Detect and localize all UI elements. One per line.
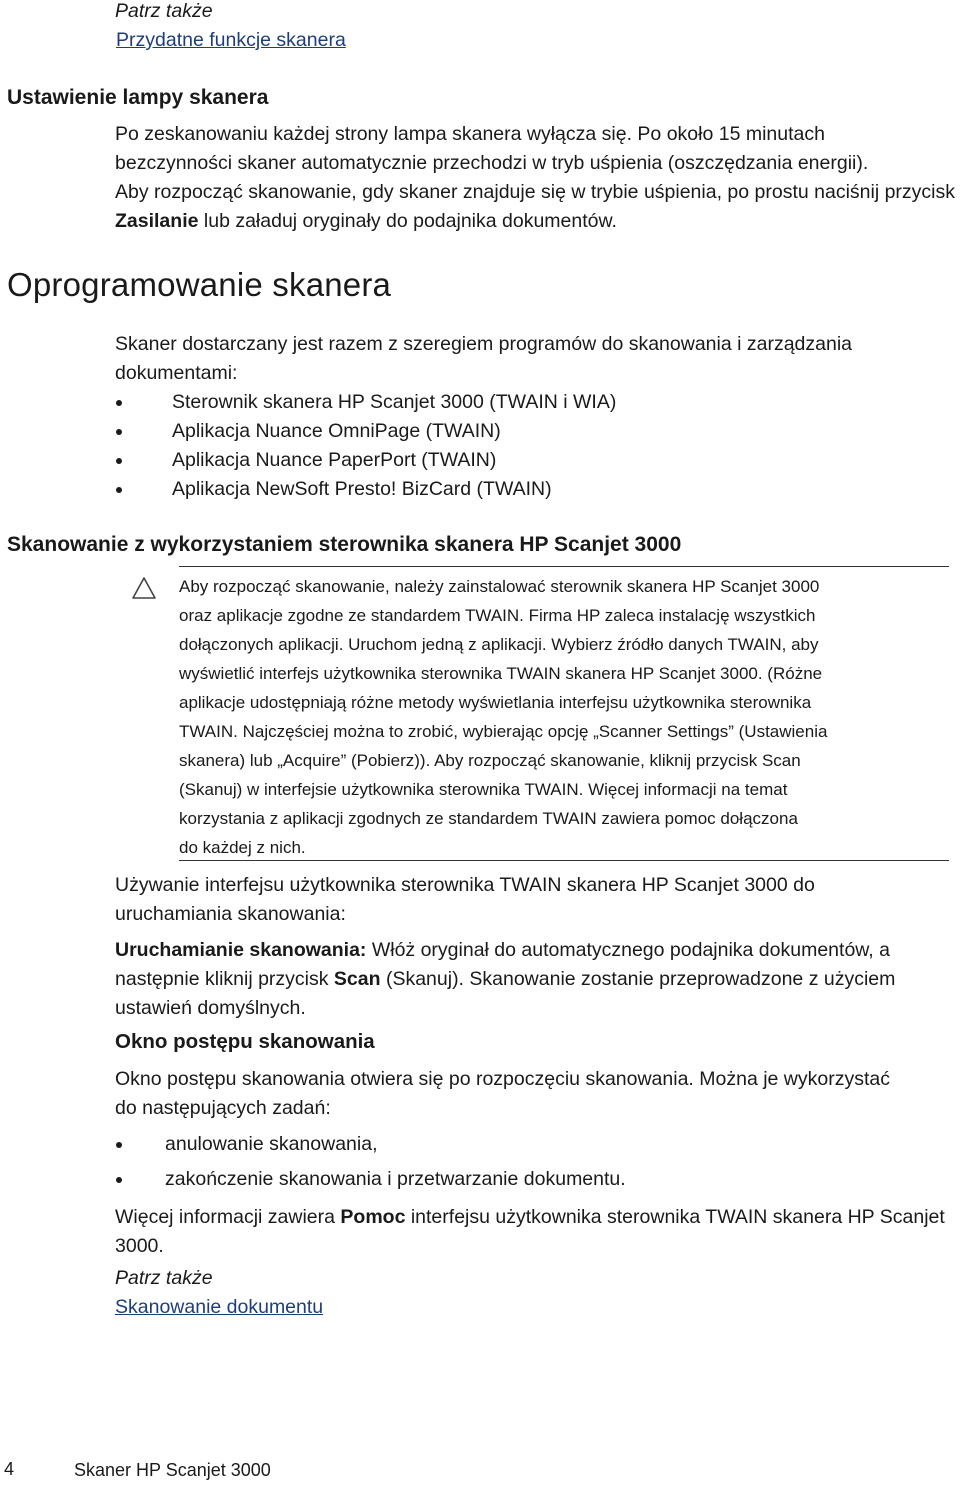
heading-software: Oprogramowanie skanera bbox=[7, 266, 392, 303]
note-line: oraz aplikacje zgodne ze standardem TWAIN. Firma HP zaleca instalację wszystkich bbox=[179, 606, 816, 625]
bullet-icon bbox=[116, 1177, 122, 1183]
bullet-icon bbox=[116, 429, 122, 435]
list-item bbox=[115, 1165, 915, 1194]
note-line: do każdej z nich. bbox=[179, 838, 306, 857]
link-scan-document[interactable]: Skanowanie dokumentu bbox=[115, 1296, 324, 1318]
start-scanning-paragraph bbox=[115, 936, 960, 1023]
bullet-icon bbox=[116, 400, 122, 406]
bullet-icon bbox=[116, 458, 122, 464]
note-line: (Skanuj) w interfejsie użytkownika sterownika TWAIN. Więcej informacji na temat bbox=[179, 780, 788, 799]
progress-intro: Okno postępu skanowania otwiera się po rozpoczęciu skanowania. Można je wykorzystać do następujących zadań: bbox=[115, 1068, 890, 1119]
note-line: skanera) lub „Acquire” (Pobierz)). Aby rozpocząć skanowanie, kliknij przycisk Scan bbox=[179, 751, 801, 770]
more-before: Więcej informacji zawiera bbox=[115, 1206, 341, 1228]
start-scan-button-name: Scan bbox=[333, 968, 381, 990]
driver-usage: Używanie interfejsu użytkownika sterownika TWAIN skanera HP Scanjet 3000 do uruchamiania skanowania: bbox=[115, 874, 815, 925]
progress-list bbox=[115, 1130, 915, 1194]
list-item-text: anulowanie skanowania, bbox=[165, 1133, 378, 1155]
list-item bbox=[115, 417, 915, 446]
lamp-p2-after: lub załaduj oryginały do podajnika dokumentów. bbox=[198, 210, 617, 232]
lamp-paragraph-2 bbox=[115, 178, 960, 236]
list-item-text: Aplikacja Nuance PaperPort (TWAIN) bbox=[172, 449, 497, 471]
list-item bbox=[115, 1130, 915, 1165]
note-line: wyświetlić interfejs użytkownika sterownika TWAIN skanera HP Scanjet 3000. (Różne bbox=[179, 664, 823, 683]
more-help: Pomoc bbox=[340, 1206, 406, 1228]
note-top-rule bbox=[179, 566, 949, 567]
caution-icon bbox=[131, 576, 157, 600]
note-line: dołączonych aplikacji. Uruchom jedną z aplikacji. Wybierz źródło danych TWAIN, aby bbox=[179, 635, 819, 654]
bullet-icon bbox=[116, 1142, 122, 1148]
lamp-p2-before: Aby rozpocząć skanowanie, gdy skaner znajduje się w trybie uśpienia, po prostu naciśnij przycisk bbox=[115, 181, 956, 203]
bullet-icon bbox=[116, 487, 122, 493]
list-item-text: zakończenie skanowania i przetwarzanie dokumentu. bbox=[165, 1168, 626, 1190]
page-number: 4 bbox=[4, 1459, 15, 1479]
link-useful-features[interactable]: Przydatne funkcje skanera bbox=[116, 29, 346, 51]
note-bottom-rule bbox=[179, 860, 949, 861]
heading-lamp: Ustawienie lampy skanera bbox=[7, 86, 269, 109]
heading-progress: Okno postępu skanowania bbox=[115, 1030, 375, 1053]
list-item bbox=[115, 475, 915, 504]
more-after: interfejsu użytkownika sterownika TWAIN skanera HP Scanjet 3000. bbox=[115, 1206, 945, 1257]
list-item bbox=[115, 388, 915, 417]
software-list bbox=[115, 388, 915, 504]
see-also-label-top: Patrz także bbox=[115, 0, 213, 22]
list-item-text: Aplikacja NewSoft Presto! BizCard (TWAIN) bbox=[172, 478, 552, 500]
lamp-paragraph-1: Po zeskanowaniu każdej strony lampa skanera wyłącza się. Po około 15 minutach bezczynności skaner automatycznie przechodzi w tryb uśpienia (oszczędzania energii). bbox=[115, 123, 869, 174]
lamp-p2-power: Zasilanie bbox=[115, 210, 199, 232]
start-scanning-label: Uruchamianie skanowania: bbox=[115, 939, 367, 961]
list-item bbox=[115, 446, 915, 475]
list-item-text: Aplikacja Nuance OmniPage (TWAIN) bbox=[172, 420, 501, 442]
software-intro: Skaner dostarczany jest razem z szeregiem programów do skanowania i zarządzania dokumentami: bbox=[115, 333, 853, 384]
note-text bbox=[179, 572, 954, 862]
footer-title: Skaner HP Scanjet 3000 bbox=[74, 1460, 271, 1480]
note-line: TWAIN. Najczęściej można to zrobić, wybierając opcję „Scanner Settings” (Ustawienia bbox=[179, 722, 828, 741]
start-text-2: (Skanuj). Skanowanie zostanie przeprowadzone z użyciem ustawień domyślnych. bbox=[115, 968, 896, 1019]
heading-driver: Skanowanie z wykorzystaniem sterownika skanera HP Scanjet 3000 bbox=[7, 533, 682, 556]
note-line: aplikacje udostępniają różne metody wyświetlania interfejsu użytkownika sterownika bbox=[179, 693, 812, 712]
more-info-paragraph bbox=[115, 1203, 945, 1261]
start-text-1: Włóż oryginał do automatycznego podajnika dokumentów, a następnie kliknij przycisk bbox=[115, 939, 890, 990]
note-line: korzystania z aplikacji zgodnych ze standardem TWAIN zawiera pomoc dołączona bbox=[179, 809, 798, 828]
see-also-label-bottom: Patrz także bbox=[115, 1267, 213, 1289]
list-item-text: Sterownik skanera HP Scanjet 3000 (TWAIN i WIA) bbox=[172, 391, 617, 413]
note-line: Aby rozpocząć skanowanie, należy zainstalować sterownik skanera HP Scanjet 3000 bbox=[179, 577, 820, 596]
